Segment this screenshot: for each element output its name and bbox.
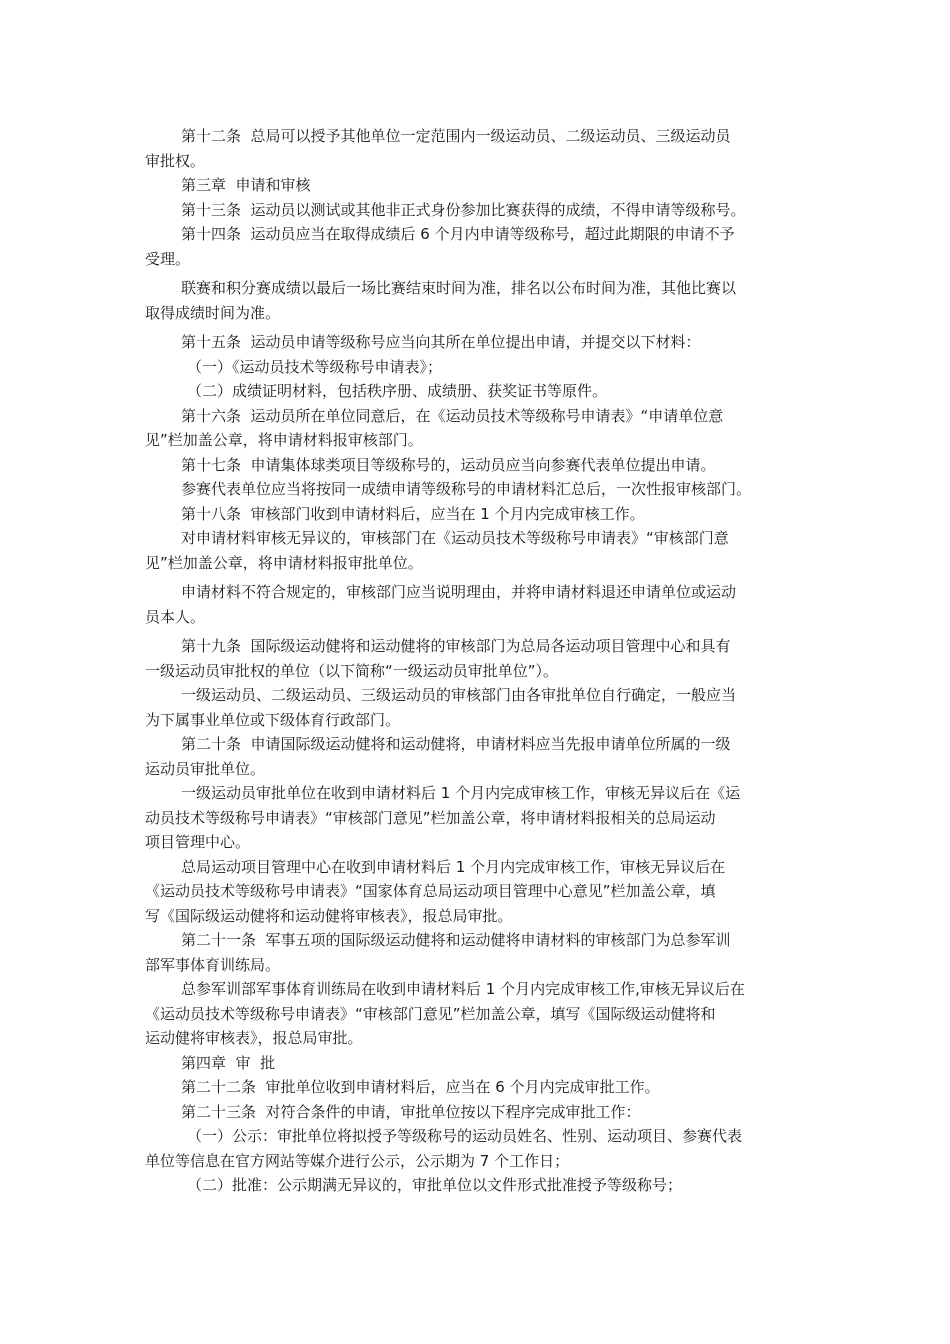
text-line: 一级运动员、二级运动员、三级运动员的审核部门由各审批单位自行确定，一般应当 — [181, 686, 737, 704]
list-item: （二）成绩证明材料，包括秩序册、成绩册、获奖证书等原件。 — [187, 382, 608, 400]
text-line: 《运动员技术等级称号申请表》“审核部门意见”栏加盖公章，填写《国际级运动健将和 — [145, 1004, 716, 1023]
text-line: 对申请材料审核无异议的，审核部门在《运动员技术等级称号申请表》“审核部门意 — [181, 529, 729, 547]
text-line: 见”栏加盖公章，将申请材料报审核部门。 — [145, 431, 423, 449]
text-line: 第十四条 运动员应当在取得成绩后 6 个月内申请等级称号，超过此期限的申请不予 — [181, 225, 735, 243]
text-line: 运动员审批单位。 — [145, 759, 266, 778]
text-line: 见”栏加盖公章，将申请材料报审批单位。 — [145, 553, 423, 572]
document-page — [145, 124, 815, 1198]
text-line: 第十七条 申请集体球类项目等级称号的，运动员应当向参赛代表单位提出申请。 — [181, 455, 716, 474]
text-line: 第二十条 申请国际级运动健将和运动健将，申请材料应当先报申请单位所属的一级 — [181, 735, 731, 753]
text-line: 为下属事业单位或下级体育行政部门。 — [145, 710, 401, 729]
text-line: 动员技术等级称号申请表》“审核部门意见”栏加盖公章，将申请材料报相关的总局运动 — [145, 808, 716, 827]
list-item: （一）《运动员技术等级称号申请表》； — [187, 357, 443, 376]
text-line: 部军事体育训练局。 — [145, 955, 281, 974]
text-line: 第十三条 运动员以测试或其他非正式身份参加比赛获得的成绩，不得申请等级称号。 — [181, 200, 746, 219]
text-line: 一级运动员审批权的单位（以下简称“一级运动员审批单位”）。 — [145, 661, 559, 680]
text-line: 审批权。 — [145, 151, 206, 170]
chapter-heading: 第三章 申请和审核 — [181, 176, 311, 194]
text-line: 第十八条 审核部门收到申请材料后，应当在 1 个月内完成审核工作。 — [181, 504, 645, 523]
text-line: 参赛代表单位应当将按同一成绩申请等级称号的申请材料汇总后，一次性报审核部门。 — [181, 480, 752, 498]
text-line: 联赛和积分赛成绩以最后一场比赛结束时间为准，排名以公布时间为准，其他比赛以 — [181, 279, 737, 297]
text-line: 项目管理中心。 — [145, 833, 251, 851]
text-line: 第二十三条 对符合条件的申请，审批单位按以下程序完成审批工作： — [181, 1102, 641, 1121]
text-line: 写《国际级运动健将和运动健将审核表》，报总局审批。 — [145, 906, 513, 925]
text-line: 取得成绩时间为准。 — [145, 303, 281, 322]
text-line: 第二十一条 军事五项的国际级运动健将和运动健将申请材料的审核部门为总参军训 — [181, 931, 731, 949]
text-line: 第二十二条 审批单位收到申请材料后，应当在 6 个月内完成审批工作。 — [181, 1078, 660, 1096]
list-item: （二）批准：公示期满无异议的，审批单位以文件形式批准授予等级称号； — [187, 1176, 683, 1194]
chapter-heading: 第四章 审 批 — [181, 1053, 276, 1072]
list-item: （一）公示：审批单位将拟授予等级称号的运动员姓名、性别、运动项目、参赛代表 — [187, 1127, 743, 1145]
text-line: 第十六条 运动员所在单位同意后，在《运动员技术等级称号申请表》“申请单位意 — [181, 406, 724, 425]
text-line: 运动健将审核表》，报总局审批。 — [145, 1029, 363, 1047]
text-line: 《运动员技术等级称号申请表》“国家体育总局运动项目管理中心意见”栏加盖公章，填 — [145, 882, 716, 900]
text-line: 第十二条 总局可以授予其他单位一定范围内一级运动员、二级运动员、三级运动员 — [181, 127, 731, 145]
text-line: 员本人。 — [145, 607, 206, 626]
text-line: 单位等信息在官方网站等媒介进行公示，公示期为 7 个工作日； — [145, 1151, 570, 1170]
text-line: 一级运动员审批单位在收到申请材料后 1 个月内完成审核工作，审核无异议后在《运 — [181, 784, 741, 802]
text-line: 申请材料不符合规定的，审核部门应当说明理由，并将申请材料退还申请单位或运动 — [181, 583, 737, 601]
text-line: 总参军训部军事体育训练局在收到申请材料后 1 个月内完成审核工作,审核无异议后在 — [181, 980, 745, 998]
text-line: 受理。 — [145, 249, 191, 268]
text-line: 第十五条 运动员申请等级称号应当向其所在单位提出申请，并提交以下材料： — [181, 333, 701, 351]
text-line: 第十九条 国际级运动健将和运动健将的审核部门为总局各运动项目管理中心和具有 — [181, 637, 731, 655]
text-line: 总局运动项目管理中心在收到申请材料后 1 个月内完成审核工作，审核无异议后在 — [181, 857, 726, 876]
